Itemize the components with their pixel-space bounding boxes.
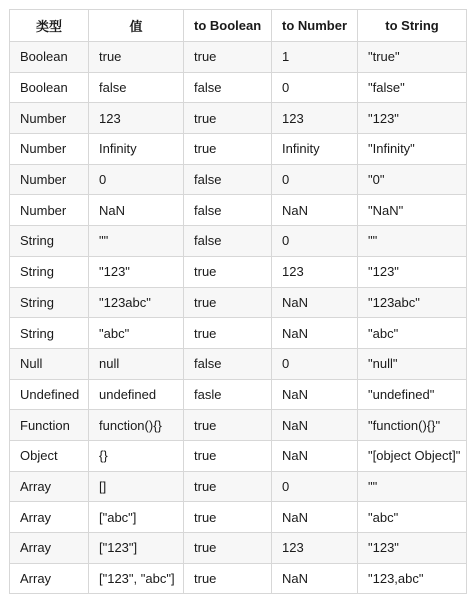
cell-to-boolean: true bbox=[184, 287, 272, 318]
cell-value: NaN bbox=[89, 195, 184, 226]
cell-to-string: "" bbox=[358, 471, 467, 502]
table-header bbox=[10, 10, 467, 42]
header-to-boolean: to Boolean bbox=[184, 10, 272, 42]
cell-type: String bbox=[10, 226, 89, 257]
header-value: 值 bbox=[89, 10, 184, 42]
cell-to-string: "function(){}" bbox=[358, 410, 467, 441]
cell-to-string: "undefined" bbox=[358, 379, 467, 410]
table-row bbox=[10, 42, 467, 73]
cell-to-boolean: true bbox=[184, 256, 272, 287]
cell-type: Array bbox=[10, 533, 89, 564]
cell-to-number: 123 bbox=[272, 533, 358, 564]
cell-value: "123abc" bbox=[89, 287, 184, 318]
cell-to-boolean: true bbox=[184, 471, 272, 502]
table-row bbox=[10, 440, 467, 471]
table-row bbox=[10, 256, 467, 287]
table-row bbox=[10, 226, 467, 257]
cell-type: Array bbox=[10, 471, 89, 502]
cell-to-number: 0 bbox=[272, 72, 358, 103]
cell-to-string: "false" bbox=[358, 72, 467, 103]
cell-to-boolean: true bbox=[184, 502, 272, 533]
cell-to-number: NaN bbox=[272, 195, 358, 226]
cell-value: "abc" bbox=[89, 318, 184, 349]
header-row bbox=[10, 10, 467, 42]
cell-value: undefined bbox=[89, 379, 184, 410]
cell-to-string: "123" bbox=[358, 103, 467, 134]
cell-to-number: 123 bbox=[272, 103, 358, 134]
cell-value: Infinity bbox=[89, 134, 184, 165]
cell-to-string: "true" bbox=[358, 42, 467, 73]
table-row bbox=[10, 348, 467, 379]
table-row bbox=[10, 164, 467, 195]
cell-to-string: "abc" bbox=[358, 318, 467, 349]
cell-value: {} bbox=[89, 440, 184, 471]
cell-to-boolean: true bbox=[184, 563, 272, 594]
type-conversion-table bbox=[9, 9, 467, 594]
cell-to-number: NaN bbox=[272, 287, 358, 318]
cell-type: Null bbox=[10, 348, 89, 379]
cell-type: String bbox=[10, 256, 89, 287]
cell-type: Number bbox=[10, 134, 89, 165]
table-row bbox=[10, 318, 467, 349]
cell-value: "" bbox=[89, 226, 184, 257]
cell-to-boolean: false bbox=[184, 348, 272, 379]
cell-type: Number bbox=[10, 195, 89, 226]
cell-type: String bbox=[10, 318, 89, 349]
table-row bbox=[10, 72, 467, 103]
cell-to-boolean: false bbox=[184, 195, 272, 226]
cell-type: Array bbox=[10, 563, 89, 594]
cell-to-number: NaN bbox=[272, 379, 358, 410]
cell-to-boolean: true bbox=[184, 533, 272, 564]
table-body bbox=[10, 42, 467, 594]
cell-to-string: "123,abc" bbox=[358, 563, 467, 594]
cell-value: function(){} bbox=[89, 410, 184, 441]
cell-to-boolean: true bbox=[184, 42, 272, 73]
cell-type: String bbox=[10, 287, 89, 318]
table-row bbox=[10, 287, 467, 318]
header-type: 类型 bbox=[10, 10, 89, 42]
cell-value: ["abc"] bbox=[89, 502, 184, 533]
cell-to-boolean: false bbox=[184, 164, 272, 195]
cell-value: 0 bbox=[89, 164, 184, 195]
cell-type: Boolean bbox=[10, 42, 89, 73]
cell-value: 123 bbox=[89, 103, 184, 134]
cell-to-number: NaN bbox=[272, 410, 358, 441]
cell-to-string: "123abc" bbox=[358, 287, 467, 318]
cell-type: Boolean bbox=[10, 72, 89, 103]
cell-value: null bbox=[89, 348, 184, 379]
cell-value: ["123", "abc"] bbox=[89, 563, 184, 594]
cell-to-number: 0 bbox=[272, 348, 358, 379]
cell-to-number: NaN bbox=[272, 502, 358, 533]
cell-to-string: "[object Object]" bbox=[358, 440, 467, 471]
cell-to-string: "abc" bbox=[358, 502, 467, 533]
cell-to-number: 0 bbox=[272, 164, 358, 195]
cell-to-boolean: false bbox=[184, 72, 272, 103]
cell-to-string: "" bbox=[358, 226, 467, 257]
cell-to-boolean: true bbox=[184, 318, 272, 349]
table-row bbox=[10, 379, 467, 410]
cell-to-number: 0 bbox=[272, 226, 358, 257]
cell-type: Number bbox=[10, 103, 89, 134]
cell-to-boolean: true bbox=[184, 103, 272, 134]
cell-value: [] bbox=[89, 471, 184, 502]
cell-value: true bbox=[89, 42, 184, 73]
cell-type: Function bbox=[10, 410, 89, 441]
cell-to-number: NaN bbox=[272, 563, 358, 594]
table-row bbox=[10, 502, 467, 533]
cell-to-boolean: fasle bbox=[184, 379, 272, 410]
cell-to-boolean: false bbox=[184, 226, 272, 257]
table-row bbox=[10, 103, 467, 134]
cell-to-string: "123" bbox=[358, 256, 467, 287]
cell-to-string: "null" bbox=[358, 348, 467, 379]
cell-to-number: 0 bbox=[272, 471, 358, 502]
cell-to-boolean: true bbox=[184, 440, 272, 471]
cell-value: false bbox=[89, 72, 184, 103]
cell-type: Undefined bbox=[10, 379, 89, 410]
cell-to-string: "Infinity" bbox=[358, 134, 467, 165]
header-to-string: to String bbox=[358, 10, 467, 42]
cell-type: Object bbox=[10, 440, 89, 471]
cell-to-number: 1 bbox=[272, 42, 358, 73]
cell-to-string: "0" bbox=[358, 164, 467, 195]
table-row bbox=[10, 410, 467, 441]
table-row bbox=[10, 533, 467, 564]
cell-value: ["123"] bbox=[89, 533, 184, 564]
cell-to-string: "NaN" bbox=[358, 195, 467, 226]
header-to-number: to Number bbox=[272, 10, 358, 42]
cell-to-string: "123" bbox=[358, 533, 467, 564]
table-row bbox=[10, 195, 467, 226]
cell-type: Array bbox=[10, 502, 89, 533]
conversion-table-container bbox=[9, 9, 467, 594]
table-row bbox=[10, 471, 467, 502]
cell-type: Number bbox=[10, 164, 89, 195]
cell-to-number: Infinity bbox=[272, 134, 358, 165]
cell-to-number: NaN bbox=[272, 318, 358, 349]
cell-to-number: 123 bbox=[272, 256, 358, 287]
cell-to-boolean: true bbox=[184, 134, 272, 165]
cell-to-number: NaN bbox=[272, 440, 358, 471]
cell-to-boolean: true bbox=[184, 410, 272, 441]
cell-value: "123" bbox=[89, 256, 184, 287]
table-row bbox=[10, 563, 467, 594]
table-row bbox=[10, 134, 467, 165]
